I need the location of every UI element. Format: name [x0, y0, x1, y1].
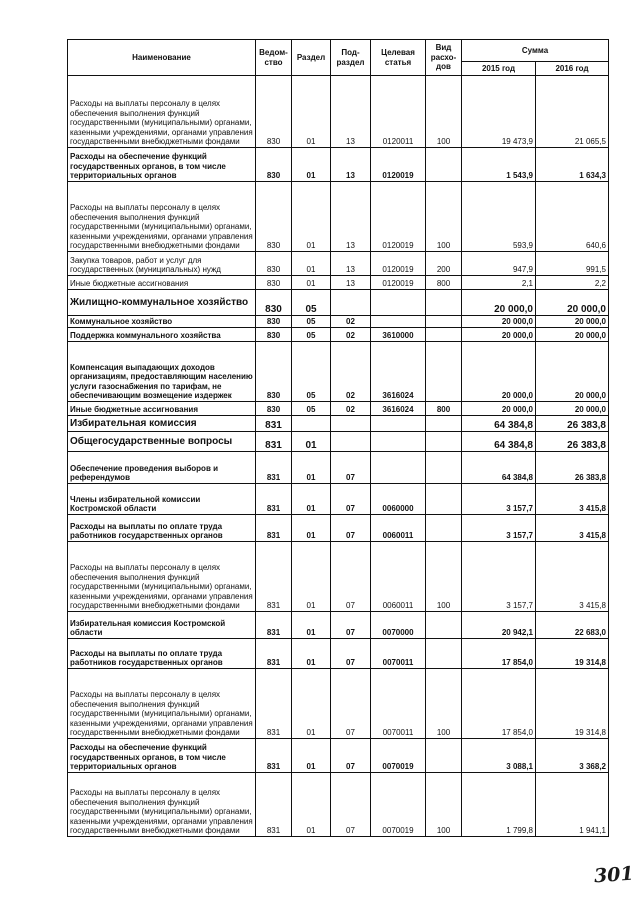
row-sum-2016: 26 383,8 — [536, 432, 609, 452]
row-celevaya-statya: 0070019 — [371, 739, 426, 773]
row-vedomstvo: 831 — [256, 452, 292, 484]
row-razdel: 01 — [292, 182, 331, 252]
row-sum-2015: 20 000,0 — [462, 316, 536, 328]
row-name: Коммунальное хозяйство — [68, 316, 256, 328]
row-sum-2015: 20 000,0 — [462, 402, 536, 416]
row-podrazdel: 02 — [331, 402, 371, 416]
row-sum-2015: 3 157,7 — [462, 542, 536, 612]
header-podrazdel: Под-раздел — [331, 40, 371, 76]
row-celevaya-statya: 0070019 — [371, 773, 426, 837]
row-vedomstvo: 830 — [256, 182, 292, 252]
row-sum-2015: 20 000,0 — [462, 328, 536, 342]
row-sum-2016: 2,2 — [536, 276, 609, 290]
row-sum-2015: 20 000,0 — [462, 342, 536, 402]
row-celevaya-statya: 0070011 — [371, 639, 426, 669]
row-sum-2015: 593,9 — [462, 182, 536, 252]
table-row — [68, 76, 609, 148]
row-name: Иные бюджетные ассигнования — [68, 402, 256, 416]
row-sum-2016: 19 314,8 — [536, 669, 609, 739]
row-razdel: 01 — [292, 612, 331, 639]
row-name: Расходы на выплаты персоналу в целях обеспечения выполнения функций государственными (муниципальными) органами, казенными учреждениями, органами управления государственными внебюджетными фондами — [68, 669, 256, 739]
row-vedomstvo: 831 — [256, 773, 292, 837]
row-sum-2016: 640,6 — [536, 182, 609, 252]
row-vedomstvo: 830 — [256, 276, 292, 290]
row-sum-2015: 20 942,1 — [462, 612, 536, 639]
row-sum-2016: 3 415,8 — [536, 515, 609, 542]
row-name: Расходы на выплаты персоналу в целях обеспечения выполнения функций государственными (муниципальными) органами, казенными учреждениями, органами управления государственными внебюджетными фондами — [68, 76, 256, 148]
table-row — [68, 542, 609, 612]
budget-table — [67, 39, 609, 837]
row-vid-rashodov — [426, 639, 462, 669]
header-celevaya-statya: Целевая статья — [371, 40, 426, 76]
row-podrazdel — [331, 290, 371, 316]
row-sum-2016: 1 941,1 — [536, 773, 609, 837]
row-vid-rashodov — [426, 416, 462, 432]
row-sum-2016: 20 000,0 — [536, 402, 609, 416]
row-podrazdel: 07 — [331, 669, 371, 739]
row-vedomstvo: 830 — [256, 76, 292, 148]
row-podrazdel: 13 — [331, 252, 371, 276]
row-celevaya-statya: 0060011 — [371, 542, 426, 612]
row-name: Обеспечение проведения выборов и референдумов — [68, 452, 256, 484]
row-celevaya-statya: 0120019 — [371, 276, 426, 290]
row-sum-2016: 19 314,8 — [536, 639, 609, 669]
row-podrazdel: 02 — [331, 316, 371, 328]
table-row — [68, 639, 609, 669]
row-name: Расходы на выплаты по оплате труда работников государственных органов — [68, 639, 256, 669]
row-sum-2015: 64 384,8 — [462, 416, 536, 432]
header-vedomstvo: Ведом-ство — [256, 40, 292, 76]
table-row — [68, 290, 609, 316]
row-razdel: 01 — [292, 515, 331, 542]
row-name: Поддержка коммунального хозяйства — [68, 328, 256, 342]
row-sum-2015: 64 384,8 — [462, 432, 536, 452]
row-sum-2015: 20 000,0 — [462, 290, 536, 316]
row-podrazdel: 07 — [331, 484, 371, 515]
row-razdel: 01 — [292, 639, 331, 669]
table-row — [68, 484, 609, 515]
row-vid-rashodov: 100 — [426, 182, 462, 252]
row-celevaya-statya: 0120019 — [371, 182, 426, 252]
row-vid-rashodov — [426, 515, 462, 542]
row-vedomstvo: 831 — [256, 484, 292, 515]
table-row — [68, 252, 609, 276]
table-row — [68, 342, 609, 402]
row-vedomstvo: 831 — [256, 432, 292, 452]
row-celevaya-statya — [371, 452, 426, 484]
row-name: Расходы на выплаты персоналу в целях обеспечения выполнения функций государственными (муниципальными) органами, казенными учреждениями, органами управления государственными внебюджетными фондами — [68, 542, 256, 612]
row-vedomstvo: 831 — [256, 639, 292, 669]
row-vid-rashodov — [426, 342, 462, 402]
row-sum-2015: 19 473,9 — [462, 76, 536, 148]
header-year-2015: 2015 год — [462, 62, 536, 76]
row-vid-rashodov — [426, 328, 462, 342]
row-sum-2016: 1 634,3 — [536, 148, 609, 182]
row-celevaya-statya — [371, 316, 426, 328]
row-name: Избирательная комиссия Костромской области — [68, 612, 256, 639]
row-razdel: 01 — [292, 773, 331, 837]
row-celevaya-statya: 3610000 — [371, 328, 426, 342]
row-celevaya-statya: 0120019 — [371, 148, 426, 182]
row-name: Расходы на обеспечение функций государственных органов, в том числе территориальных органов — [68, 148, 256, 182]
row-celevaya-statya: 3616024 — [371, 402, 426, 416]
row-sum-2015: 17 854,0 — [462, 669, 536, 739]
table-row — [68, 669, 609, 739]
row-name: Иные бюджетные ассигнования — [68, 276, 256, 290]
row-vedomstvo: 830 — [256, 402, 292, 416]
row-sum-2016: 991,5 — [536, 252, 609, 276]
row-vid-rashodov: 100 — [426, 669, 462, 739]
row-vid-rashodov: 100 — [426, 542, 462, 612]
row-podrazdel: 07 — [331, 739, 371, 773]
row-vedomstvo: 830 — [256, 328, 292, 342]
row-razdel: 01 — [292, 669, 331, 739]
row-razdel: 05 — [292, 328, 331, 342]
row-celevaya-statya — [371, 432, 426, 452]
row-name: Расходы на выплаты персоналу в целях обеспечения выполнения функций государственными (муниципальными) органами, казенными учреждениями, органами управления государственными внебюджетными фондами — [68, 182, 256, 252]
row-vedomstvo: 830 — [256, 342, 292, 402]
row-sum-2016: 21 065,5 — [536, 76, 609, 148]
row-sum-2015: 17 854,0 — [462, 639, 536, 669]
row-podrazdel: 07 — [331, 542, 371, 612]
row-sum-2015: 3 088,1 — [462, 739, 536, 773]
table-row — [68, 182, 609, 252]
row-razdel — [292, 416, 331, 432]
row-vid-rashodov — [426, 612, 462, 639]
row-vid-rashodov: 100 — [426, 773, 462, 837]
row-razdel: 01 — [292, 484, 331, 515]
row-celevaya-statya: 0120011 — [371, 76, 426, 148]
row-name: Расходы на выплаты по оплате труда работников государственных органов — [68, 515, 256, 542]
row-razdel: 01 — [292, 148, 331, 182]
row-razdel: 01 — [292, 542, 331, 612]
row-vedomstvo: 831 — [256, 739, 292, 773]
row-vedomstvo: 831 — [256, 612, 292, 639]
row-vedomstvo: 831 — [256, 515, 292, 542]
row-sum-2016: 20 000,0 — [536, 316, 609, 328]
row-sum-2016: 22 683,0 — [536, 612, 609, 639]
row-name: Расходы на обеспечение функций государственных органов, в том числе территориальных органов — [68, 739, 256, 773]
row-vid-rashodov: 800 — [426, 276, 462, 290]
row-razdel: 05 — [292, 290, 331, 316]
row-vid-rashodov: 100 — [426, 76, 462, 148]
table-row — [68, 316, 609, 328]
table-row — [68, 612, 609, 639]
row-sum-2016: 20 000,0 — [536, 328, 609, 342]
row-podrazdel: 07 — [331, 612, 371, 639]
table-row — [68, 148, 609, 182]
table-row — [68, 452, 609, 484]
row-podrazdel: 13 — [331, 182, 371, 252]
row-sum-2016: 20 000,0 — [536, 342, 609, 402]
row-sum-2015: 1 799,8 — [462, 773, 536, 837]
row-razdel: 01 — [292, 76, 331, 148]
row-podrazdel: 07 — [331, 452, 371, 484]
row-podrazdel: 13 — [331, 276, 371, 290]
row-vedomstvo: 830 — [256, 290, 292, 316]
row-vedomstvo: 830 — [256, 148, 292, 182]
page-number: 301 — [593, 862, 635, 888]
table-row — [68, 773, 609, 837]
row-podrazdel: 07 — [331, 773, 371, 837]
row-vid-rashodov — [426, 432, 462, 452]
row-vid-rashodov — [426, 316, 462, 328]
row-sum-2015: 2,1 — [462, 276, 536, 290]
row-vid-rashodov: 200 — [426, 252, 462, 276]
row-vedomstvo: 830 — [256, 252, 292, 276]
row-podrazdel — [331, 432, 371, 452]
row-podrazdel — [331, 416, 371, 432]
row-podrazdel: 07 — [331, 515, 371, 542]
row-vid-rashodov — [426, 290, 462, 316]
row-name: Общегосударственные вопросы — [68, 432, 256, 452]
row-podrazdel: 07 — [331, 639, 371, 669]
row-name: Закупка товаров, работ и услуг для государственных (муниципальных) нужд — [68, 252, 256, 276]
row-sum-2016: 26 383,8 — [536, 452, 609, 484]
row-vedomstvo: 831 — [256, 416, 292, 432]
row-razdel: 01 — [292, 739, 331, 773]
row-vedomstvo: 831 — [256, 542, 292, 612]
row-razdel: 01 — [292, 252, 331, 276]
table-row — [68, 416, 609, 432]
row-sum-2016: 26 383,8 — [536, 416, 609, 432]
row-sum-2015: 3 157,7 — [462, 484, 536, 515]
row-name: Члены избирательной комиссии Костромской области — [68, 484, 256, 515]
row-podrazdel: 02 — [331, 328, 371, 342]
row-celevaya-statya: 0120019 — [371, 252, 426, 276]
row-celevaya-statya: 0070000 — [371, 612, 426, 639]
row-vid-rashodov — [426, 739, 462, 773]
row-sum-2015: 3 157,7 — [462, 515, 536, 542]
row-razdel: 05 — [292, 342, 331, 402]
row-celevaya-statya — [371, 290, 426, 316]
header-vid-rashodov: Вид расхо-дов — [426, 40, 462, 76]
row-podrazdel: 13 — [331, 76, 371, 148]
table-row — [68, 402, 609, 416]
table-row — [68, 515, 609, 542]
header-summa: Сумма — [462, 40, 609, 62]
row-razdel: 05 — [292, 402, 331, 416]
row-celevaya-statya: 0060000 — [371, 484, 426, 515]
row-sum-2016: 3 368,2 — [536, 739, 609, 773]
row-name: Расходы на выплаты персоналу в целях обеспечения выполнения функций государственными (муниципальными) органами, казенными учреждениями, органами управления государственными внебюджетными фондами — [68, 773, 256, 837]
row-razdel: 01 — [292, 276, 331, 290]
row-vedomstvo: 830 — [256, 316, 292, 328]
row-podrazdel: 13 — [331, 148, 371, 182]
row-celevaya-statya: 0060011 — [371, 515, 426, 542]
row-vid-rashodov — [426, 484, 462, 515]
row-sum-2016: 3 415,8 — [536, 542, 609, 612]
row-vid-rashodov: 800 — [426, 402, 462, 416]
table-row — [68, 432, 609, 452]
header-year-2016: 2016 год — [536, 62, 609, 76]
row-razdel: 01 — [292, 452, 331, 484]
table-row — [68, 328, 609, 342]
row-vid-rashodov — [426, 148, 462, 182]
row-sum-2016: 20 000,0 — [536, 290, 609, 316]
row-celevaya-statya: 3616024 — [371, 342, 426, 402]
row-vedomstvo: 831 — [256, 669, 292, 739]
row-sum-2016: 3 415,8 — [536, 484, 609, 515]
row-razdel: 01 — [292, 432, 331, 452]
row-celevaya-statya: 0070011 — [371, 669, 426, 739]
row-podrazdel: 02 — [331, 342, 371, 402]
header-razdel: Раздел — [292, 40, 331, 76]
row-name: Избирательная комиссия — [68, 416, 256, 432]
table-row — [68, 739, 609, 773]
header-name: Наименование — [68, 40, 256, 76]
row-name: Компенсация выпадающих доходов организациям, предоставляющим населению услуги газоснабжения по тарифам, не обеспечивающим возмещение издержек — [68, 342, 256, 402]
row-sum-2015: 1 543,9 — [462, 148, 536, 182]
row-name: Жилищно-коммунальное хозяйство — [68, 290, 256, 316]
row-vid-rashodov — [426, 452, 462, 484]
table-row — [68, 276, 609, 290]
row-sum-2015: 947,9 — [462, 252, 536, 276]
row-razdel: 05 — [292, 316, 331, 328]
row-celevaya-statya — [371, 416, 426, 432]
row-sum-2015: 64 384,8 — [462, 452, 536, 484]
